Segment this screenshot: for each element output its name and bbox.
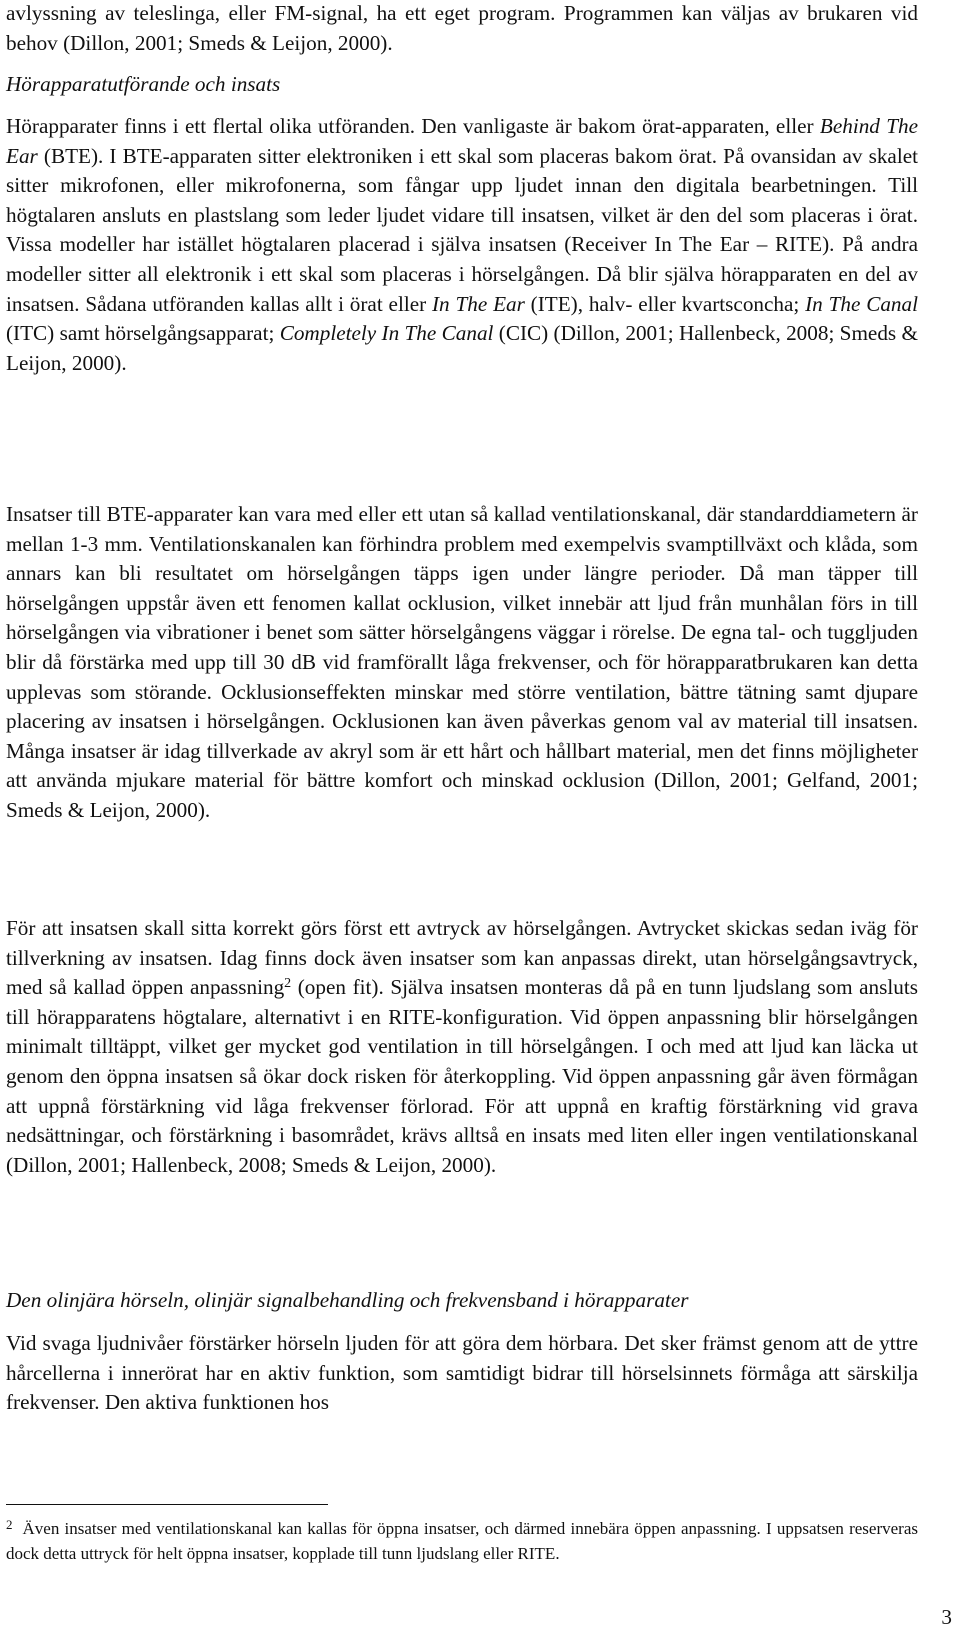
text-run: För att insatsen skall sitta korrekt görs först ett avtryck av hörselgången. Avtrycket skickas sedan iväg för tillverkning av insatsen. Idag finns dock även insatser som kan anpassas direkt, utan hörselgångsavtryck, med så kallad öppen anpassning xyxy=(6,916,918,1000)
paragraph-text xyxy=(6,112,918,378)
paragraph-nonlinear xyxy=(6,1329,918,1418)
footnote-mark: 2 xyxy=(6,1517,13,1532)
text-run: avlyssning av teleslinga, eller FM-signal, ha ett eget program. Programmen kan väljas av brukaren vid behov (Dillon, 2001; Smeds & Leijon, 2000). xyxy=(6,1,918,55)
paragraph-intro xyxy=(6,0,918,58)
text-run: (CIC) (Dillon, 2001; Hallenbeck, 2008; Smeds & Leijon, 2000). xyxy=(6,321,918,375)
heading-text: Hörapparatutförande och insats xyxy=(6,72,281,96)
section-heading-hearing-aid-design xyxy=(6,70,918,100)
heading-text: Den olinjära hörseln, olinjär signalbehandling och frekvensband i hörapparater xyxy=(6,1288,689,1312)
italic-term: Completely In The Canal xyxy=(279,321,494,346)
section-heading-nonlinear-hearing xyxy=(6,1286,918,1316)
text-run: (BTE). I BTE-apparaten sitter elektroniken i ett skal som placeras bakom örat. På ovansidan av skalet sitter mikrofonen, eller mikrofonerna, som fångar upp ljudet innan den digitala bearbetningen. Till högtalaren ansluts en plastslang som leder ljudet vidare till insatsen, vilket är den del som placeras i örat. Vissa modeller har istället högtalaren placerad i själva insatsen (Receiver In The Ear – RITE). På andra modeller sitter all elektronik i ett skal som placeras i hörselgången. Då blir själva hörapparaten en del av insatsen. Sådana utföranden kallas allt i örat eller xyxy=(6,143,918,316)
text-run: (ITC) samt hörselgångsapparat; xyxy=(6,321,280,346)
footnote-reference: 2 xyxy=(284,976,292,992)
italic-term: In The Ear xyxy=(432,291,525,316)
page-number: 3 xyxy=(941,1605,952,1629)
footnote xyxy=(6,1513,918,1566)
paragraph-open-fit xyxy=(6,914,918,1180)
footnote-divider xyxy=(6,1504,328,1505)
italic-term: In The Canal xyxy=(805,291,918,316)
paragraph-text xyxy=(6,914,918,1180)
text-run: (ITE), halv- eller kvartsconcha; xyxy=(524,291,806,316)
paragraph-hearing-aid-types xyxy=(6,112,918,378)
paragraph-ventilation xyxy=(6,500,918,826)
footnote-text: Även insatser med ventilationskanal kan kallas för öppna insatser, och därmed innebära öppen anpassning. I uppsatsen reserveras dock detta uttryck för helt öppna insatser, kopplade till tunn ljudslang eller RITE. xyxy=(6,1519,918,1563)
text-run: (open fit). Själva insatsen monteras då på en tunn ljudslang som ansluts till hörapparatens högtalare, alternativt i en RITE-konfiguration. Vid öppen anpassning blir hörselgången minimalt tilltäppt, vilket ger mycket god ventilation in till hörselgången. I och med att ljud kan läcka ut genom den öppna insatsen så ökar dock risken för återkoppling. Vid öppen anpassning går även förmågan att uppnå förstärkning vid låga frekvenser förlorad. För att uppnå en kraftig förstärkning vid grava nedsättningar, och förstärkning i basområdet, krävs alltså en insats med liten eller ingen ventilationskanal (Dillon, 2001; Hallenbeck, 2008; Smeds & Leijon, 2000). xyxy=(6,975,918,1177)
text-run: Hörapparater finns i ett flertal olika utföranden. Den vanligaste är bakom örat-apparaten, eller xyxy=(6,114,820,138)
paragraph-text: Insatser till BTE-apparater kan vara med eller ett utan så kallad ventilationskanal, där standarddiametern är mellan 1-3 mm. Ventilationskanalen kan förhindra problem med exempelvis svamptillväxt och klåda, som annars kan bli resultatet om hörselgången täpps igen under längre perioder. Då man täpper till hörselgången uppstår även ett fenomen kallat ocklusion, vilket innebär att ljud från munhålan förs in till hörselgången via vibrationer i benet som sätter hörselgångens väggar i rörelse. De egna tal- och tuggljuden blir då förstärka med upp till 30 dB vid framförallt låga frekvenser, och för hörapparatbrukaren kan detta upplevas som störande. Ocklusionseffekten minskar med större ventilation, bättre tätning samt djupare placering av insatsen i hörselgången. Ocklusionen kan även påverkas genom val av material till insatsen. Många insatser är idag tillverkade av akryl som är ett hårt och hållbart material, men det finns möjligheter att använda mjukare material för bättre komfort och minskad ocklusion (Dillon, 2001; Gelfand, 2001; Smeds & Leijon, 2000). xyxy=(6,502,918,822)
italic-term: Behind The Ear xyxy=(6,114,919,168)
paragraph-text: Vid svaga ljudnivåer förstärker hörseln ljuden för att göra dem hörbara. Det sker främst genom att de yttre hårcellerna i innerörat har en aktiv funktion, som samtidigt bidrar till hörselsinnets förmåga att särskilja frekvenser. Den aktiva funktionen hos xyxy=(6,1331,918,1415)
paragraph-text xyxy=(6,0,918,58)
